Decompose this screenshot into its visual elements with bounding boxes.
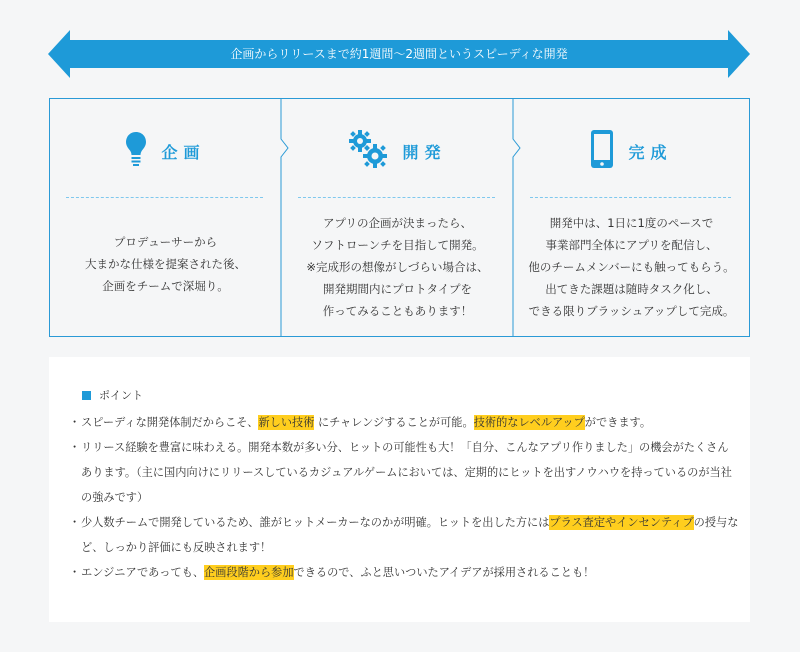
lightbulb-icon — [125, 131, 147, 171]
description-line: 他のチームメンバーにも触ってもらう。 — [528, 260, 735, 274]
gears-icon — [348, 129, 388, 173]
point-text: エンジニアであっても、 — [81, 566, 205, 579]
description-line: プロデューサーから — [113, 235, 218, 249]
description-line: ※完成形の想像がしづらい場合は、 — [306, 260, 489, 274]
step-header — [514, 123, 749, 179]
point-text: できるので、ふと思いついたアイデアが採用されることも！ — [293, 566, 595, 579]
step-header — [282, 123, 513, 179]
step-description — [50, 231, 281, 297]
banner-text: 企画からリリースまで約1週間〜2週間というスピーディな開発 — [230, 47, 568, 61]
dashed-divider — [298, 197, 495, 198]
step-title: 企画 — [161, 142, 206, 162]
highlighted-text: 企画段階から参加 — [204, 566, 294, 579]
point-text: ができます。 — [584, 416, 652, 429]
square-bullet-icon — [82, 391, 91, 400]
list-item — [71, 410, 739, 435]
process-steps-panel — [49, 98, 750, 337]
list-item — [71, 560, 739, 585]
step-description — [282, 212, 513, 322]
point-list — [71, 410, 739, 585]
description-line: 開発期間内にプロトタイプを — [323, 282, 472, 296]
description-line: 出てきた課題は随時タスク化し、 — [545, 282, 718, 296]
description-line: 作ってみることもあります！ — [322, 304, 473, 318]
dashed-divider — [530, 197, 731, 198]
step-title: 完成 — [628, 142, 673, 162]
points-heading-label: ポイント — [99, 389, 143, 402]
description-line: アプリの企画が決まったら、 — [322, 216, 473, 230]
point-text: リリース経験を豊富に味わえる。開発本数が多い分、ヒットの可能性も大！「自分、こんなアプリ作りました」の機会がたくさんあります。（主に国内向けにリリースしているカジュアルゲームにおいては、定期的にヒットを出すノウハウを持っているのが当社の強みです） — [81, 441, 732, 504]
step-development — [282, 99, 513, 336]
point-text: の授与など、しっかり評価にも反映されます！ — [81, 516, 739, 554]
description-line: 開発中は、1日に1度のペースで — [549, 216, 714, 230]
highlighted-text: プラス査定やインセンティブ — [549, 516, 694, 529]
dashed-divider — [66, 197, 263, 198]
step-header — [50, 123, 281, 179]
description-line: ソフトローンチを目指して開発。 — [311, 238, 484, 252]
step-completion — [514, 99, 749, 336]
highlighted-text: 技術的なレベルアップ — [473, 416, 585, 429]
point-text: 少人数チームで開発しているため、誰がヒットメーカーなのかが明確。ヒットを出した方には — [81, 516, 550, 529]
list-item — [71, 510, 739, 560]
step-planning — [50, 99, 281, 336]
description-line: 事業部門全体にアプリを配信し、 — [545, 238, 718, 252]
smartphone-icon — [590, 129, 614, 173]
description-line: 大まかな仕様を提案された後、 — [85, 257, 246, 271]
description-line: 企画をチームで深堀り。 — [102, 279, 229, 293]
highlighted-text: 新しい技術 — [258, 416, 315, 429]
step-title: 開発 — [402, 142, 447, 162]
point-text: にチャレンジすることが可能。 — [314, 416, 474, 429]
points-panel — [49, 357, 750, 622]
point-text: スピーディな開発体制だからこそ、 — [81, 416, 259, 429]
timeline-arrow-banner — [48, 30, 750, 78]
description-line: できる限りブラッシュアップして完成。 — [528, 304, 735, 318]
list-item — [71, 435, 739, 510]
step-description — [514, 212, 749, 322]
points-heading — [82, 387, 143, 403]
